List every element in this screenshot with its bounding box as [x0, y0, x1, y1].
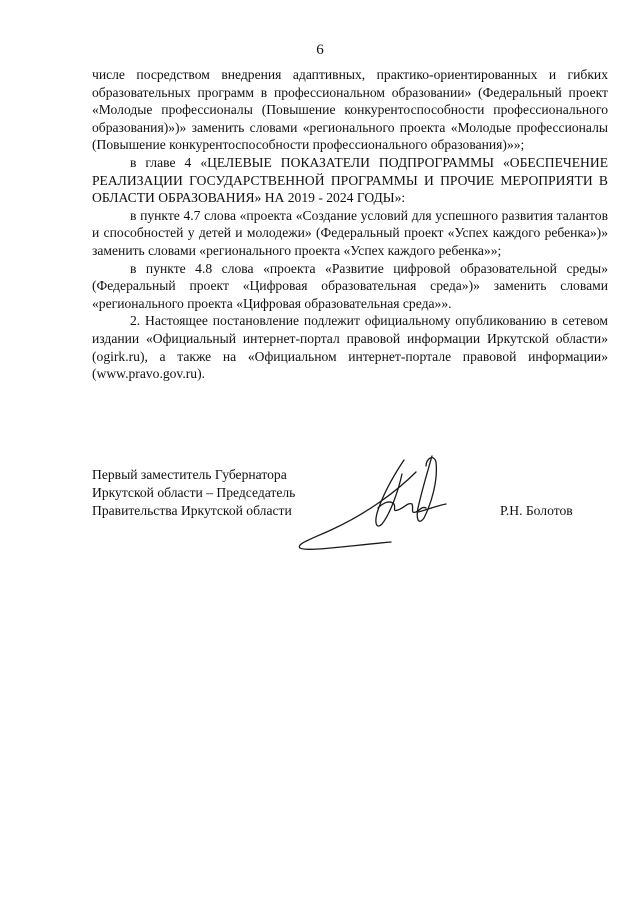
document-body — [92, 66, 608, 383]
signatory-title-line: Первый заместитель Губернатора — [92, 467, 287, 482]
paragraph-continuation: числе посредством внедрения адаптивных, практико-ориентированных и гибких образовательных программ в профессиональном образовании» (Федеральный проект «Молодые профессионалы (Повышение конкурентоспособности профессионального образования)»)» заменить словами «регионального проекта «Молодые профессионалы (Повышение конкурентоспособности профессионального образования)»»; — [92, 67, 608, 153]
signatory-title — [92, 466, 295, 519]
paragraph-chapter-4: в главе 4 «ЦЕЛЕВЫЕ ПОКАЗАТЕЛИ ПОДПРОГРАММЫ «ОБЕСПЕЧЕНИЕ РЕАЛИЗАЦИИ ГОСУДАРСТВЕННОЙ ПРОГРАММЫ И ПРОЧИЕ МЕРОПРИЯТИ В ОБЛАСТИ ОБРАЗОВАНИЯ» НА 2019 - 2024 ГОДЫ»: — [92, 154, 608, 206]
paragraph-item-4-8: в пункте 4.8 слова «проекта «Развитие цифровой образовательной среды» (Федеральный проект «Цифровая образовательная среда»)» заменить словами «регионального проекта «Цифровая образовательная среда»». — [92, 260, 608, 311]
paragraph-item-4-7: в пункте 4.7 слова «проекта «Создание условий для успешного развития талантов и способностей у детей и молодежи» (Федеральный проект «Успех каждого ребенка»)» заменить словами «регионального проекта «Успех каждого ребенка»»; — [92, 207, 608, 258]
paragraph-publication: 2. Настоящее постановление подлежит официальному опубликованию в сетевом издании «Официальный интернет-портал правовой информации Иркутской области» (ogirk.ru), а также на «Официальном интернет-портале правовой информации» (www.pravo.gov.ru). — [92, 313, 608, 382]
handwritten-signature — [286, 452, 466, 556]
page-number: 6 — [316, 42, 324, 58]
signatory-title-line: Иркутской области – Председатель — [92, 484, 296, 500]
signatory-title-line: Правительства Иркутской области — [92, 502, 292, 518]
signatory-name: Р.Н. Болотов — [500, 503, 573, 518]
